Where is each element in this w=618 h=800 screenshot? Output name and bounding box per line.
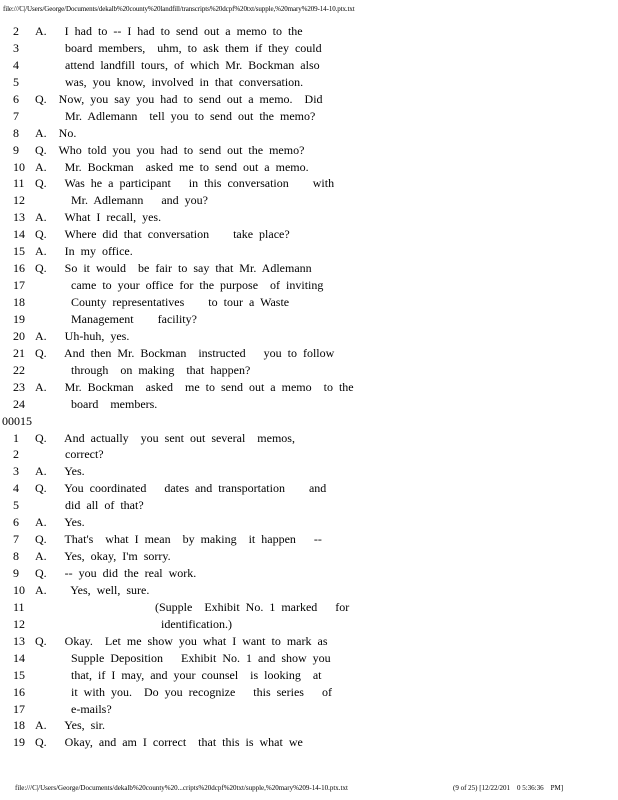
transcript-line [0, 582, 618, 599]
transcript-line [0, 260, 618, 277]
transcript-line [0, 396, 618, 413]
line-number: 11 [13, 599, 25, 614]
line-number: 12 [13, 616, 25, 631]
line-text: Supple Deposition Exhibit No. 1 and show you [35, 650, 331, 665]
transcript-line [0, 633, 618, 650]
line-text: A. Uh-huh, yes. [35, 328, 130, 343]
transcript-line [0, 565, 618, 582]
transcript-line [0, 23, 618, 40]
line-number: 17 [13, 701, 25, 716]
line-number: 1 [13, 430, 19, 445]
transcript-line [0, 616, 618, 633]
transcript-line [0, 277, 618, 294]
line-number: 22 [13, 362, 25, 377]
line-number: 2 [13, 447, 19, 462]
line-text: through on making that happen? [35, 362, 251, 377]
line-text: attend landfill tours, of which Mr. Bockman also [35, 57, 320, 72]
line-text: A. In my office. [35, 244, 133, 259]
line-number: 8 [13, 549, 19, 564]
file-path-header: file:///C|/Users/George/Documents/dekalb%20county%20landfill/transcripts%20dcpf%20txt/supple,%20mary%209-14-10.ptx.txt [3, 5, 355, 13]
line-text: did all of that? [35, 498, 144, 513]
transcript-line [0, 192, 618, 209]
line-number: 11 [13, 176, 25, 191]
line-text: Q. Okay, and am I correct that this is what we [35, 735, 303, 750]
line-number: 14 [13, 227, 25, 242]
transcript-line [0, 599, 618, 616]
transcript-line [0, 243, 618, 260]
line-text: Q. Now, you say you had to send out a memo. Did [35, 91, 323, 106]
transcript-line [0, 57, 618, 74]
line-number: 9 [13, 566, 19, 580]
line-text: that, if I may, and your counsel is looking at [35, 667, 322, 682]
line-number: 6 [13, 515, 19, 530]
line-text: Q. Where did that conversation take place? [35, 227, 290, 242]
line-number: 15 [13, 244, 25, 259]
line-text: Q. Okay. Let me show you what I want to mark as [35, 633, 328, 648]
transcript-line [0, 684, 618, 701]
line-number: 5 [13, 74, 19, 89]
transcript-line [0, 125, 618, 142]
transcript-line [0, 209, 618, 226]
line-number: 7 [13, 532, 19, 547]
transcript-line [0, 362, 618, 379]
line-number: 6 [13, 91, 19, 106]
line-text: A. Mr. Bockman asked me to send out a memo. [35, 159, 309, 174]
transcript-line [0, 108, 618, 125]
transcript-line [0, 497, 618, 514]
line-number: 5 [13, 498, 19, 513]
transcript-line [0, 311, 618, 328]
line-text: Q. So it would be fair to say that Mr. Adlemann [35, 261, 312, 276]
line-text: Q. And then Mr. Bockman instructed you to follow [35, 345, 335, 360]
transcript-line [0, 463, 618, 480]
line-number: 4 [13, 481, 19, 496]
line-number: 14 [13, 650, 25, 665]
line-text: A. What I recall, yes. [35, 210, 162, 225]
line-text: it with you. Do you recognize this series of [35, 684, 332, 699]
line-number: 24 [13, 396, 25, 411]
transcript-line [0, 379, 618, 396]
line-text: County representatives to tour a Waste [35, 295, 290, 309]
transcript-line [0, 74, 618, 91]
line-text: A. Yes, okay, I'm sorry. [35, 549, 171, 564]
transcript-line [0, 548, 618, 565]
line-text: A. I had to -- I had to send out a memo to the [35, 24, 303, 38]
line-text: was, you know, involved in that conversation. [35, 74, 304, 89]
transcript-line [0, 667, 618, 684]
line-number: 13 [13, 633, 25, 648]
line-number: 9 [13, 142, 19, 157]
line-text: A. Yes, sir. [35, 718, 106, 733]
line-text: A. No. [35, 125, 77, 140]
line-number: 17 [13, 278, 25, 293]
line-text: Mr. Adlemann tell you to send out the memo? [35, 108, 316, 123]
line-text: correct? [35, 447, 104, 462]
line-number: 21 [13, 345, 25, 360]
file-path-footer: file:///C|/Users/George/Documents/dekalb%20county%20...cripts%20dcpf%20txt/supple,%20mary%209-14-10.ptx.txt [15, 784, 348, 792]
transcript-line [0, 446, 618, 463]
line-number: 7 [13, 108, 19, 123]
line-number: 4 [13, 57, 19, 72]
transcript-line [0, 159, 618, 176]
transcript-line [0, 701, 618, 718]
transcript-line [0, 717, 618, 734]
line-text: Q. Who told you you had to send out the memo? [35, 142, 305, 157]
transcript-line [0, 40, 618, 57]
transcript-body [0, 23, 618, 751]
transcript-line [0, 294, 618, 311]
line-text: A. Yes, well, sure. [35, 582, 150, 597]
line-number: 19 [13, 735, 25, 750]
transcript-line [0, 328, 618, 345]
line-number: 13 [13, 210, 25, 225]
line-number: 15 [13, 667, 25, 682]
line-number: 16 [13, 684, 25, 699]
transcript-line [0, 650, 618, 667]
transcript-line [0, 175, 618, 192]
line-number: 3 [13, 40, 19, 55]
line-text: Mr. Adlemann and you? [35, 193, 208, 208]
line-number: 10 [13, 159, 25, 174]
transcript-line [0, 345, 618, 362]
line-text: board members, uhm, to ask them if they could [35, 40, 322, 55]
page-number-marker: 00015 [2, 413, 32, 428]
line-number: 8 [13, 125, 19, 140]
line-number: 20 [13, 328, 25, 343]
line-text: Q. And actually you sent out several memos, [35, 430, 295, 445]
line-number: 16 [13, 261, 25, 276]
line-number: 18 [13, 295, 25, 309]
line-text: came to your office for the purpose of inviting [35, 278, 324, 293]
line-text: A. Yes. [35, 515, 85, 530]
transcript-line [0, 91, 618, 108]
transcript-line [0, 430, 618, 447]
page-marker-line [0, 413, 618, 430]
transcript-line [0, 531, 618, 548]
line-text: e-mails? [35, 701, 112, 716]
line-number: 3 [13, 464, 19, 479]
line-number: 23 [13, 379, 25, 394]
line-text: Management facility? [35, 311, 197, 326]
line-number: 12 [13, 193, 25, 208]
line-number: 2 [13, 24, 19, 38]
line-text: Q. -- you did the real work. [35, 566, 197, 580]
transcript-line [0, 514, 618, 531]
line-text: identification.) [35, 616, 232, 631]
line-text: A. Yes. [35, 464, 85, 479]
page-info-footer: (9 of 25) [12/22/201 0 5:36:36 PM] [453, 784, 564, 792]
line-number: 10 [13, 582, 25, 597]
transcript-line [0, 480, 618, 497]
transcript-line [0, 226, 618, 243]
line-text: Q. You coordinated dates and transportation and [35, 481, 327, 496]
line-number: 19 [13, 311, 25, 326]
transcript-line [0, 142, 618, 159]
line-text: (Supple Exhibit No. 1 marked for [35, 599, 350, 614]
line-text: Q. That's what I mean by making it happen -- [35, 532, 322, 547]
line-text: A. Mr. Bockman asked me to send out a memo to the [35, 379, 354, 394]
line-number: 18 [13, 718, 25, 733]
line-text: Q. Was he a participant in this conversation with [35, 176, 335, 191]
line-text: board members. [35, 396, 158, 411]
transcript-line [0, 734, 618, 751]
